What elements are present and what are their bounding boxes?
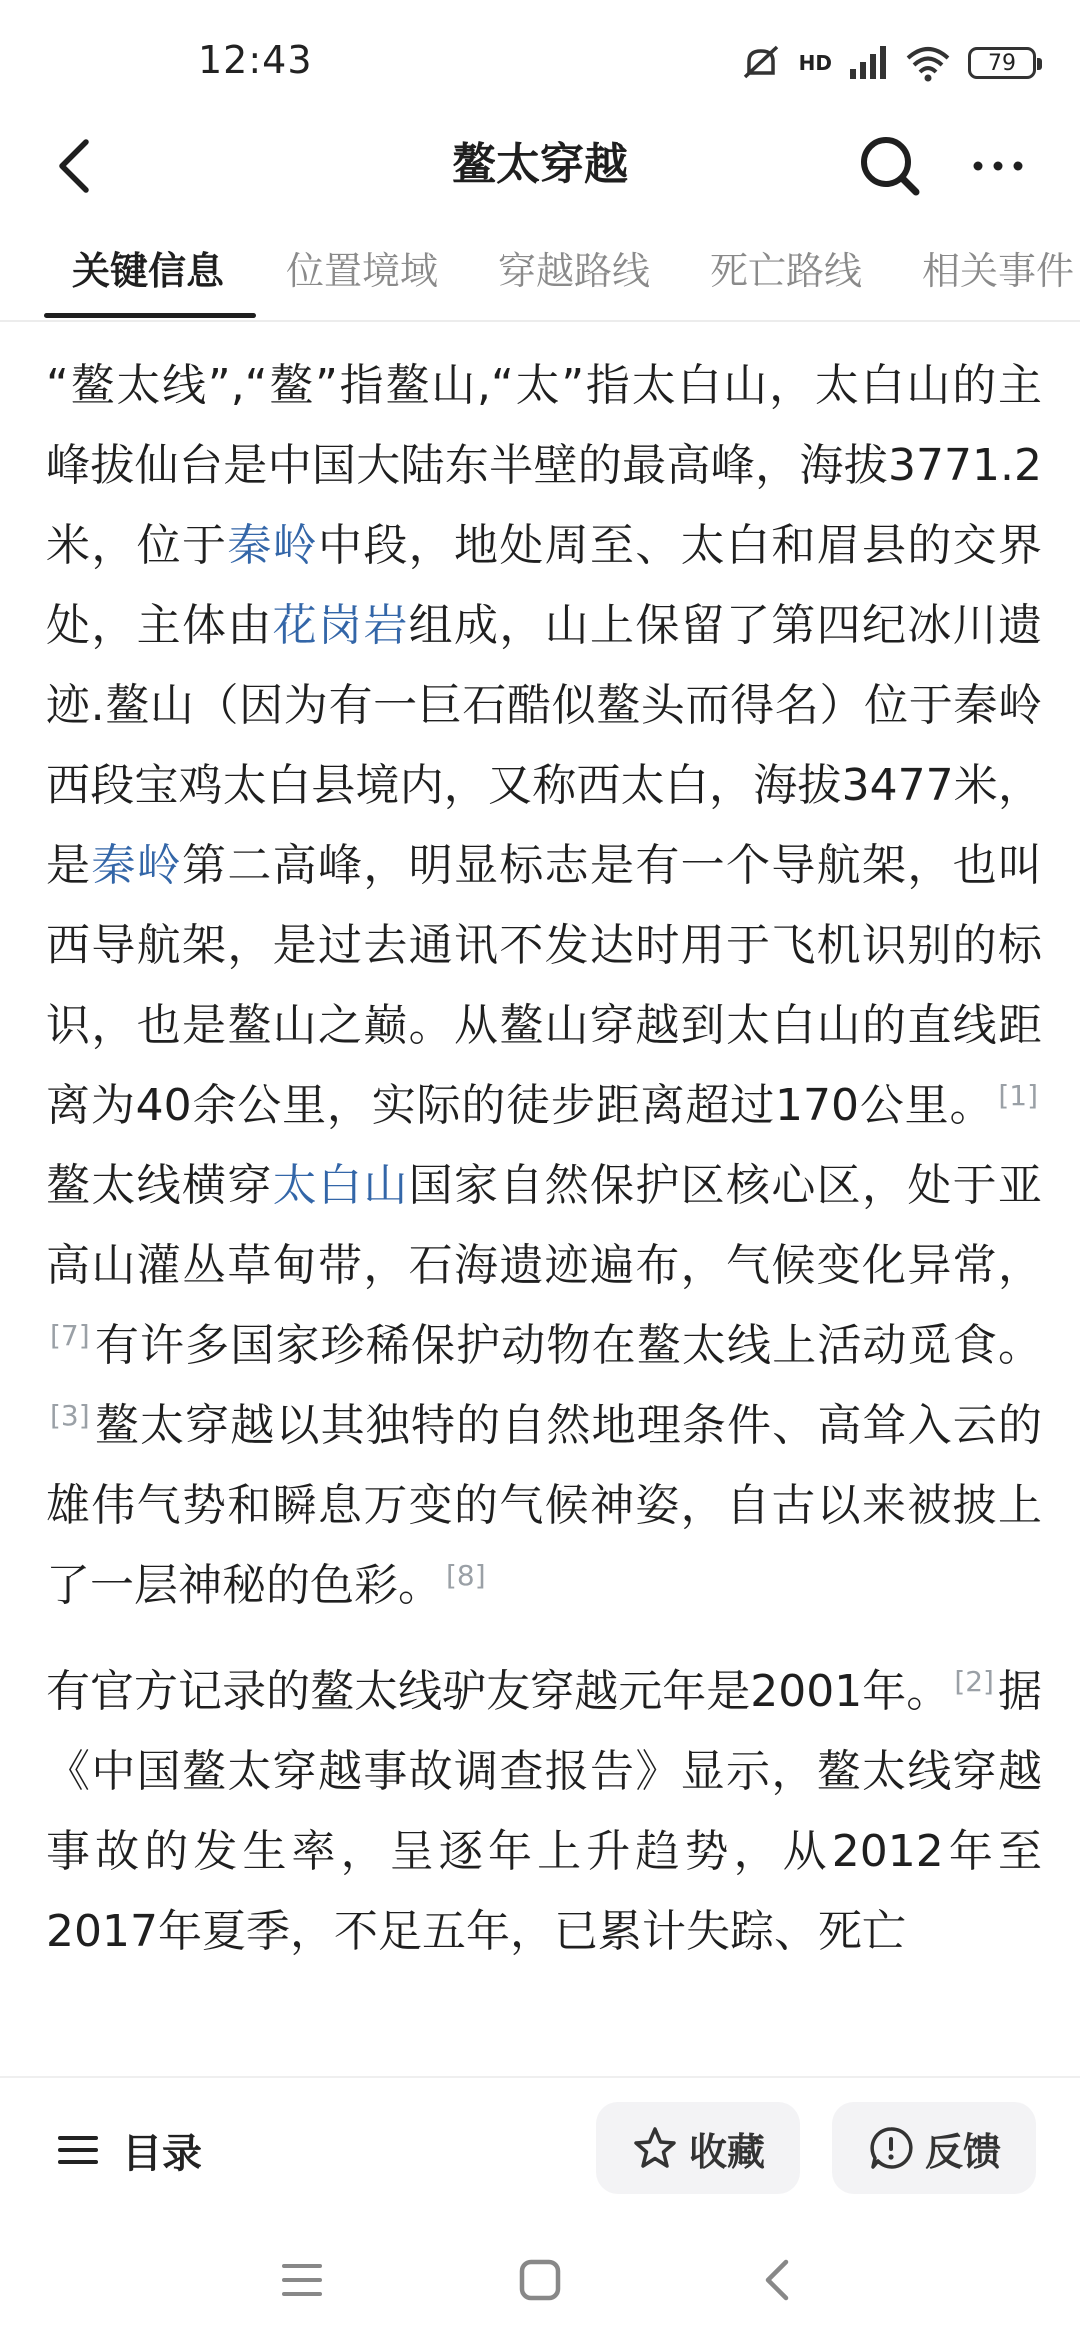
battery-indicator (968, 47, 1036, 79)
link-qinling[interactable]: 秦岭 (91, 840, 183, 891)
text-segment: 鳌太穿越以其独特的自然地理条件、高耸入云的雄伟气势和瞬息万变的气候神姿，自古以来被披上了一层神秘的色彩。 (46, 1400, 1042, 1611)
article-body (46, 346, 1042, 1998)
tab-related-events[interactable]: 相关事件 (922, 249, 1075, 293)
reference-marker[interactable]: [8] (446, 1559, 486, 1592)
text-segment: 第二高峰，明显标志是有一个导航架，也叫西导航架，是过去通讯不发达时用于飞机识别的标识，也是鳌山之巅。从鳌山穿越到太白山的直线距离为40余公里，实际的徒步距离超过170公里。 (46, 840, 1043, 1131)
bottom-toolbar (0, 2076, 1080, 2222)
toc-label: 目录 (122, 2130, 202, 2177)
battery-level: 79 (988, 50, 1016, 76)
text-segment: 有官方记录的鳌太线驴友穿越元年是2001年。 (46, 1666, 951, 1717)
text-segment: 有许多国家珍稀保护动物在鳌太线上活动觅食。 (93, 1320, 1042, 1371)
active-tab-indicator (44, 313, 256, 318)
tab-bar (0, 230, 1080, 322)
back-nav-icon[interactable] (748, 2250, 808, 2310)
alert-bubble-icon (867, 2124, 915, 2172)
reference-marker[interactable]: [1] (998, 1079, 1038, 1112)
star-icon (631, 2124, 679, 2172)
page-title: 鳌太穿越 (452, 139, 628, 190)
status-time: 12:43 (198, 38, 313, 82)
reference-marker[interactable]: [7] (50, 1319, 90, 1352)
menu-lines-icon (56, 2130, 100, 2170)
status-bar (0, 0, 1080, 120)
search-button[interactable] (850, 120, 930, 210)
status-icons (739, 38, 1036, 88)
feedback-label: 反馈 (924, 2129, 1001, 2174)
feedback-button[interactable] (832, 2102, 1036, 2194)
tab-death-route[interactable]: 死亡路线 (710, 249, 863, 293)
network-label: HD (798, 51, 832, 75)
top-bar (0, 110, 1080, 220)
favorite-label: 收藏 (688, 2129, 765, 2174)
search-icon (850, 120, 930, 210)
text-segment: 组成，山上保留了第四纪冰川遗迹.鳌山（因为有一巨石酷似鳌头而得名）位于秦岭西段宝鸡太白县境内，又称西太白，海拔3477米，是 (46, 600, 1043, 891)
paragraph-2 (46, 1652, 1042, 1972)
favorite-button[interactable] (596, 2102, 800, 2194)
reference-marker[interactable]: [3] (50, 1399, 90, 1432)
mute-icon (739, 43, 783, 83)
toc-button[interactable] (56, 2118, 202, 2182)
text-segment: 据《中国鳌太穿越事故调查报告》显示，鳌太线穿越事故的发生率，呈逐年上升趋势，从2012年至2017年夏季，不足五年，已累计失踪、死亡 (46, 1666, 1043, 1957)
system-nav-bar (0, 2220, 1080, 2340)
text-segment: 国家自然保护区核心区，处于亚高山灌丛草甸带，石海遗迹遍布，气候变化异常， (46, 1160, 1043, 1291)
home-icon[interactable] (510, 2250, 570, 2310)
wifi-icon (904, 44, 952, 82)
tab-location[interactable]: 位置境域 (286, 249, 439, 293)
text-segment: “鳌太线”,“鳌”指鳌山,“太”指太白山，太白山的主峰拔仙台是中国大陆东半壁的最高峰，海拔3771.2米，位于 (46, 360, 1042, 571)
link-taibaishan[interactable]: 太白山 (272, 1160, 409, 1211)
text-segment: 中段，地处周至、太白和眉县的交界处，主体由 (46, 520, 1043, 651)
reference-marker[interactable]: [2] (954, 1665, 994, 1698)
link-qinling[interactable]: 秦岭 (227, 520, 319, 571)
link-granite[interactable]: 花岗岩 (272, 600, 409, 651)
signal-icon (848, 45, 888, 81)
more-dots-icon (960, 120, 1040, 210)
more-button[interactable] (960, 120, 1040, 210)
recent-apps-icon[interactable] (272, 2250, 332, 2310)
tab-route[interactable]: 穿越路线 (498, 249, 651, 293)
text-segment: 鳌太线横穿 (46, 1160, 273, 1211)
tab-key-info[interactable]: 关键信息 (72, 249, 225, 293)
paragraph-1 (46, 346, 1042, 1626)
